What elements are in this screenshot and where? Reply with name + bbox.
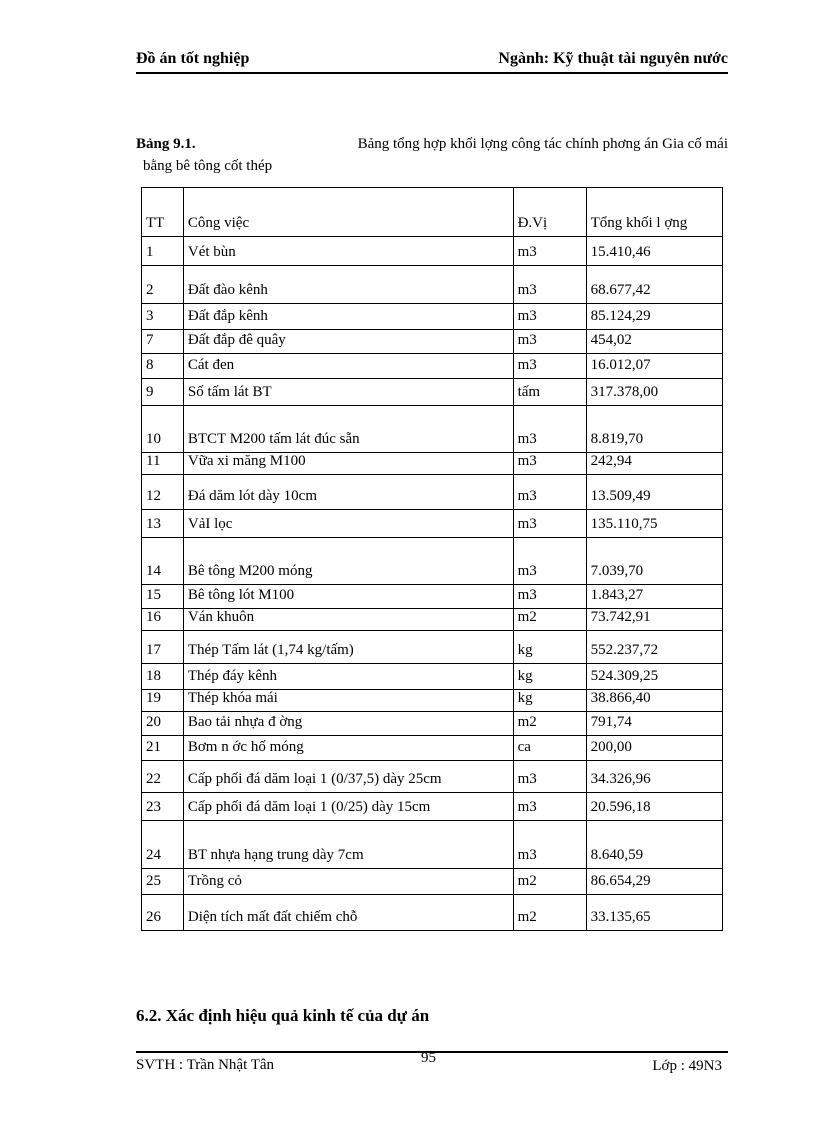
- row-task: Cát đen: [183, 354, 513, 379]
- row-quantity: 317.378,00: [586, 379, 722, 406]
- row-unit: m3: [513, 354, 586, 379]
- row-quantity: 8.819,70: [586, 406, 722, 453]
- row-index: 2: [142, 266, 184, 304]
- table-row: [142, 712, 723, 736]
- row-unit: m2: [513, 712, 586, 736]
- page-footer: [136, 1051, 728, 1079]
- row-index: 25: [142, 869, 184, 895]
- row-index: 8: [142, 354, 184, 379]
- section-heading: 6.2. Xác định hiệu quả kinh tế của dự án: [136, 1006, 430, 1025]
- row-task: Cấp phối đá dăm loại 1 (0/37,5) dày 25cm: [183, 761, 513, 793]
- table-row: [142, 869, 723, 895]
- table-row: [142, 266, 723, 304]
- row-unit: m2: [513, 869, 586, 895]
- row-quantity: 135.110,75: [586, 510, 722, 538]
- table-row: [142, 585, 723, 609]
- row-unit: m3: [513, 453, 586, 475]
- row-task: BTCT M200 tấm lát đúc sẵn: [183, 406, 513, 453]
- table-caption-label: Bảng 9.1.: [136, 136, 196, 152]
- row-task: Thép Tấm lát (1,74 kg/tấm): [183, 631, 513, 664]
- table-caption-text-continued: bằng bê tông cốt thép: [143, 158, 273, 174]
- row-task: Đất đắp kênh: [183, 304, 513, 330]
- page-header: [136, 50, 728, 74]
- table-row: [142, 406, 723, 453]
- quantity-table: [141, 187, 723, 931]
- row-index: 1: [142, 237, 184, 266]
- row-unit: m3: [513, 237, 586, 266]
- row-quantity: 20.596,18: [586, 793, 722, 821]
- row-index: 15: [142, 585, 184, 609]
- row-unit: kg: [513, 664, 586, 690]
- table-caption: [136, 133, 728, 177]
- row-index: 9: [142, 379, 184, 406]
- row-task: Bê tông M200 móng: [183, 538, 513, 585]
- table-row: [142, 793, 723, 821]
- row-index: 13: [142, 510, 184, 538]
- row-task: Đất đào kênh: [183, 266, 513, 304]
- table-row: [142, 237, 723, 266]
- row-unit: kg: [513, 690, 586, 712]
- row-task: Vét bùn: [183, 237, 513, 266]
- row-index: 16: [142, 609, 184, 631]
- row-task: BT nhựa hạng trung dày 7cm: [183, 821, 513, 869]
- column-header-index: TT: [142, 188, 184, 237]
- column-header-unit: Đ.Vị: [513, 188, 586, 237]
- row-index: 7: [142, 330, 184, 354]
- table-row: [142, 664, 723, 690]
- row-quantity: 38.866,40: [586, 690, 722, 712]
- row-task: Bê tông lót M100: [183, 585, 513, 609]
- row-quantity: 454,02: [586, 330, 722, 354]
- table-row: [142, 736, 723, 761]
- row-index: 17: [142, 631, 184, 664]
- row-task: Ván khuôn: [183, 609, 513, 631]
- row-task: Trồng cỏ: [183, 869, 513, 895]
- row-index: 11: [142, 453, 184, 475]
- row-quantity: 8.640,59: [586, 821, 722, 869]
- row-index: 26: [142, 895, 184, 931]
- row-unit: m3: [513, 538, 586, 585]
- row-quantity: 13.509,49: [586, 475, 722, 510]
- row-unit: m3: [513, 793, 586, 821]
- header-major: Ngành: Kỹ thuật tài nguyên nước: [498, 50, 728, 67]
- row-index: 22: [142, 761, 184, 793]
- row-task: Thép khóa mái: [183, 690, 513, 712]
- row-index: 3: [142, 304, 184, 330]
- row-quantity: 552.237,72: [586, 631, 722, 664]
- row-task: Đất đắp đê quây: [183, 330, 513, 354]
- row-unit: m3: [513, 330, 586, 354]
- row-unit: m3: [513, 585, 586, 609]
- row-unit: m3: [513, 761, 586, 793]
- row-unit: kg: [513, 631, 586, 664]
- footer-class: Lớp : 49N3: [652, 1058, 722, 1074]
- row-index: 19: [142, 690, 184, 712]
- header-thesis-title: Đồ án tốt nghiệp: [136, 50, 250, 67]
- table-row: [142, 510, 723, 538]
- row-index: 21: [142, 736, 184, 761]
- table-row: [142, 304, 723, 330]
- row-task: Bơm n ớc hố móng: [183, 736, 513, 761]
- row-index: 24: [142, 821, 184, 869]
- row-unit: m2: [513, 609, 586, 631]
- table-row: [142, 379, 723, 406]
- row-unit: ca: [513, 736, 586, 761]
- row-quantity: 7.039,70: [586, 538, 722, 585]
- table-row: [142, 631, 723, 664]
- row-quantity: 524.309,25: [586, 664, 722, 690]
- row-quantity: 73.742,91: [586, 609, 722, 631]
- row-unit: m3: [513, 304, 586, 330]
- table-row: [142, 761, 723, 793]
- row-quantity: 1.843,27: [586, 585, 722, 609]
- row-unit: m3: [513, 821, 586, 869]
- row-task: VảI lọc: [183, 510, 513, 538]
- row-unit: m3: [513, 266, 586, 304]
- table-row: [142, 821, 723, 869]
- row-quantity: 242,94: [586, 453, 722, 475]
- row-task: Vữa xi măng M100: [183, 453, 513, 475]
- row-task: Cấp phối đá dăm loại 1 (0/25) dày 15cm: [183, 793, 513, 821]
- row-quantity: 85.124,29: [586, 304, 722, 330]
- table-row: [142, 475, 723, 510]
- row-quantity: 16.012,07: [586, 354, 722, 379]
- table-row: [142, 453, 723, 475]
- row-unit: m3: [513, 475, 586, 510]
- row-quantity: 791,74: [586, 712, 722, 736]
- row-quantity: 200,00: [586, 736, 722, 761]
- row-index: 12: [142, 475, 184, 510]
- table-caption-text: Bảng tổng hợp khối lợng công tác chính phơng án Gia cố mái: [357, 136, 728, 152]
- row-task: Thép đáy kênh: [183, 664, 513, 690]
- footer-page-number: 95: [421, 1050, 436, 1066]
- row-unit: m3: [513, 510, 586, 538]
- column-header-task: Công việc: [183, 188, 513, 237]
- row-index: 14: [142, 538, 184, 585]
- row-quantity: 86.654,29: [586, 869, 722, 895]
- table-row: [142, 538, 723, 585]
- row-index: 20: [142, 712, 184, 736]
- row-task: Bao tải nhựa đ ờng: [183, 712, 513, 736]
- row-unit: tấm: [513, 379, 586, 406]
- row-quantity: 33.135,65: [586, 895, 722, 931]
- table-row: [142, 609, 723, 631]
- row-task: Diện tích mất đất chiếm chỗ: [183, 895, 513, 931]
- table-header-row: [142, 188, 723, 237]
- footer-student-name: SVTH : Trần Nhật Tân: [136, 1057, 275, 1073]
- row-quantity: 68.677,42: [586, 266, 722, 304]
- row-index: 18: [142, 664, 184, 690]
- table-row: [142, 330, 723, 354]
- column-header-total-quantity: Tổng khối l ợng: [586, 188, 722, 237]
- table-row: [142, 690, 723, 712]
- table-row: [142, 354, 723, 379]
- row-quantity: 15.410,46: [586, 237, 722, 266]
- row-index: 23: [142, 793, 184, 821]
- row-unit: m2: [513, 895, 586, 931]
- row-unit: m3: [513, 406, 586, 453]
- row-task: Đá dăm lót dày 10cm: [183, 475, 513, 510]
- row-quantity: 34.326,96: [586, 761, 722, 793]
- row-index: 10: [142, 406, 184, 453]
- row-task: Số tấm lát BT: [183, 379, 513, 406]
- table-row: [142, 895, 723, 931]
